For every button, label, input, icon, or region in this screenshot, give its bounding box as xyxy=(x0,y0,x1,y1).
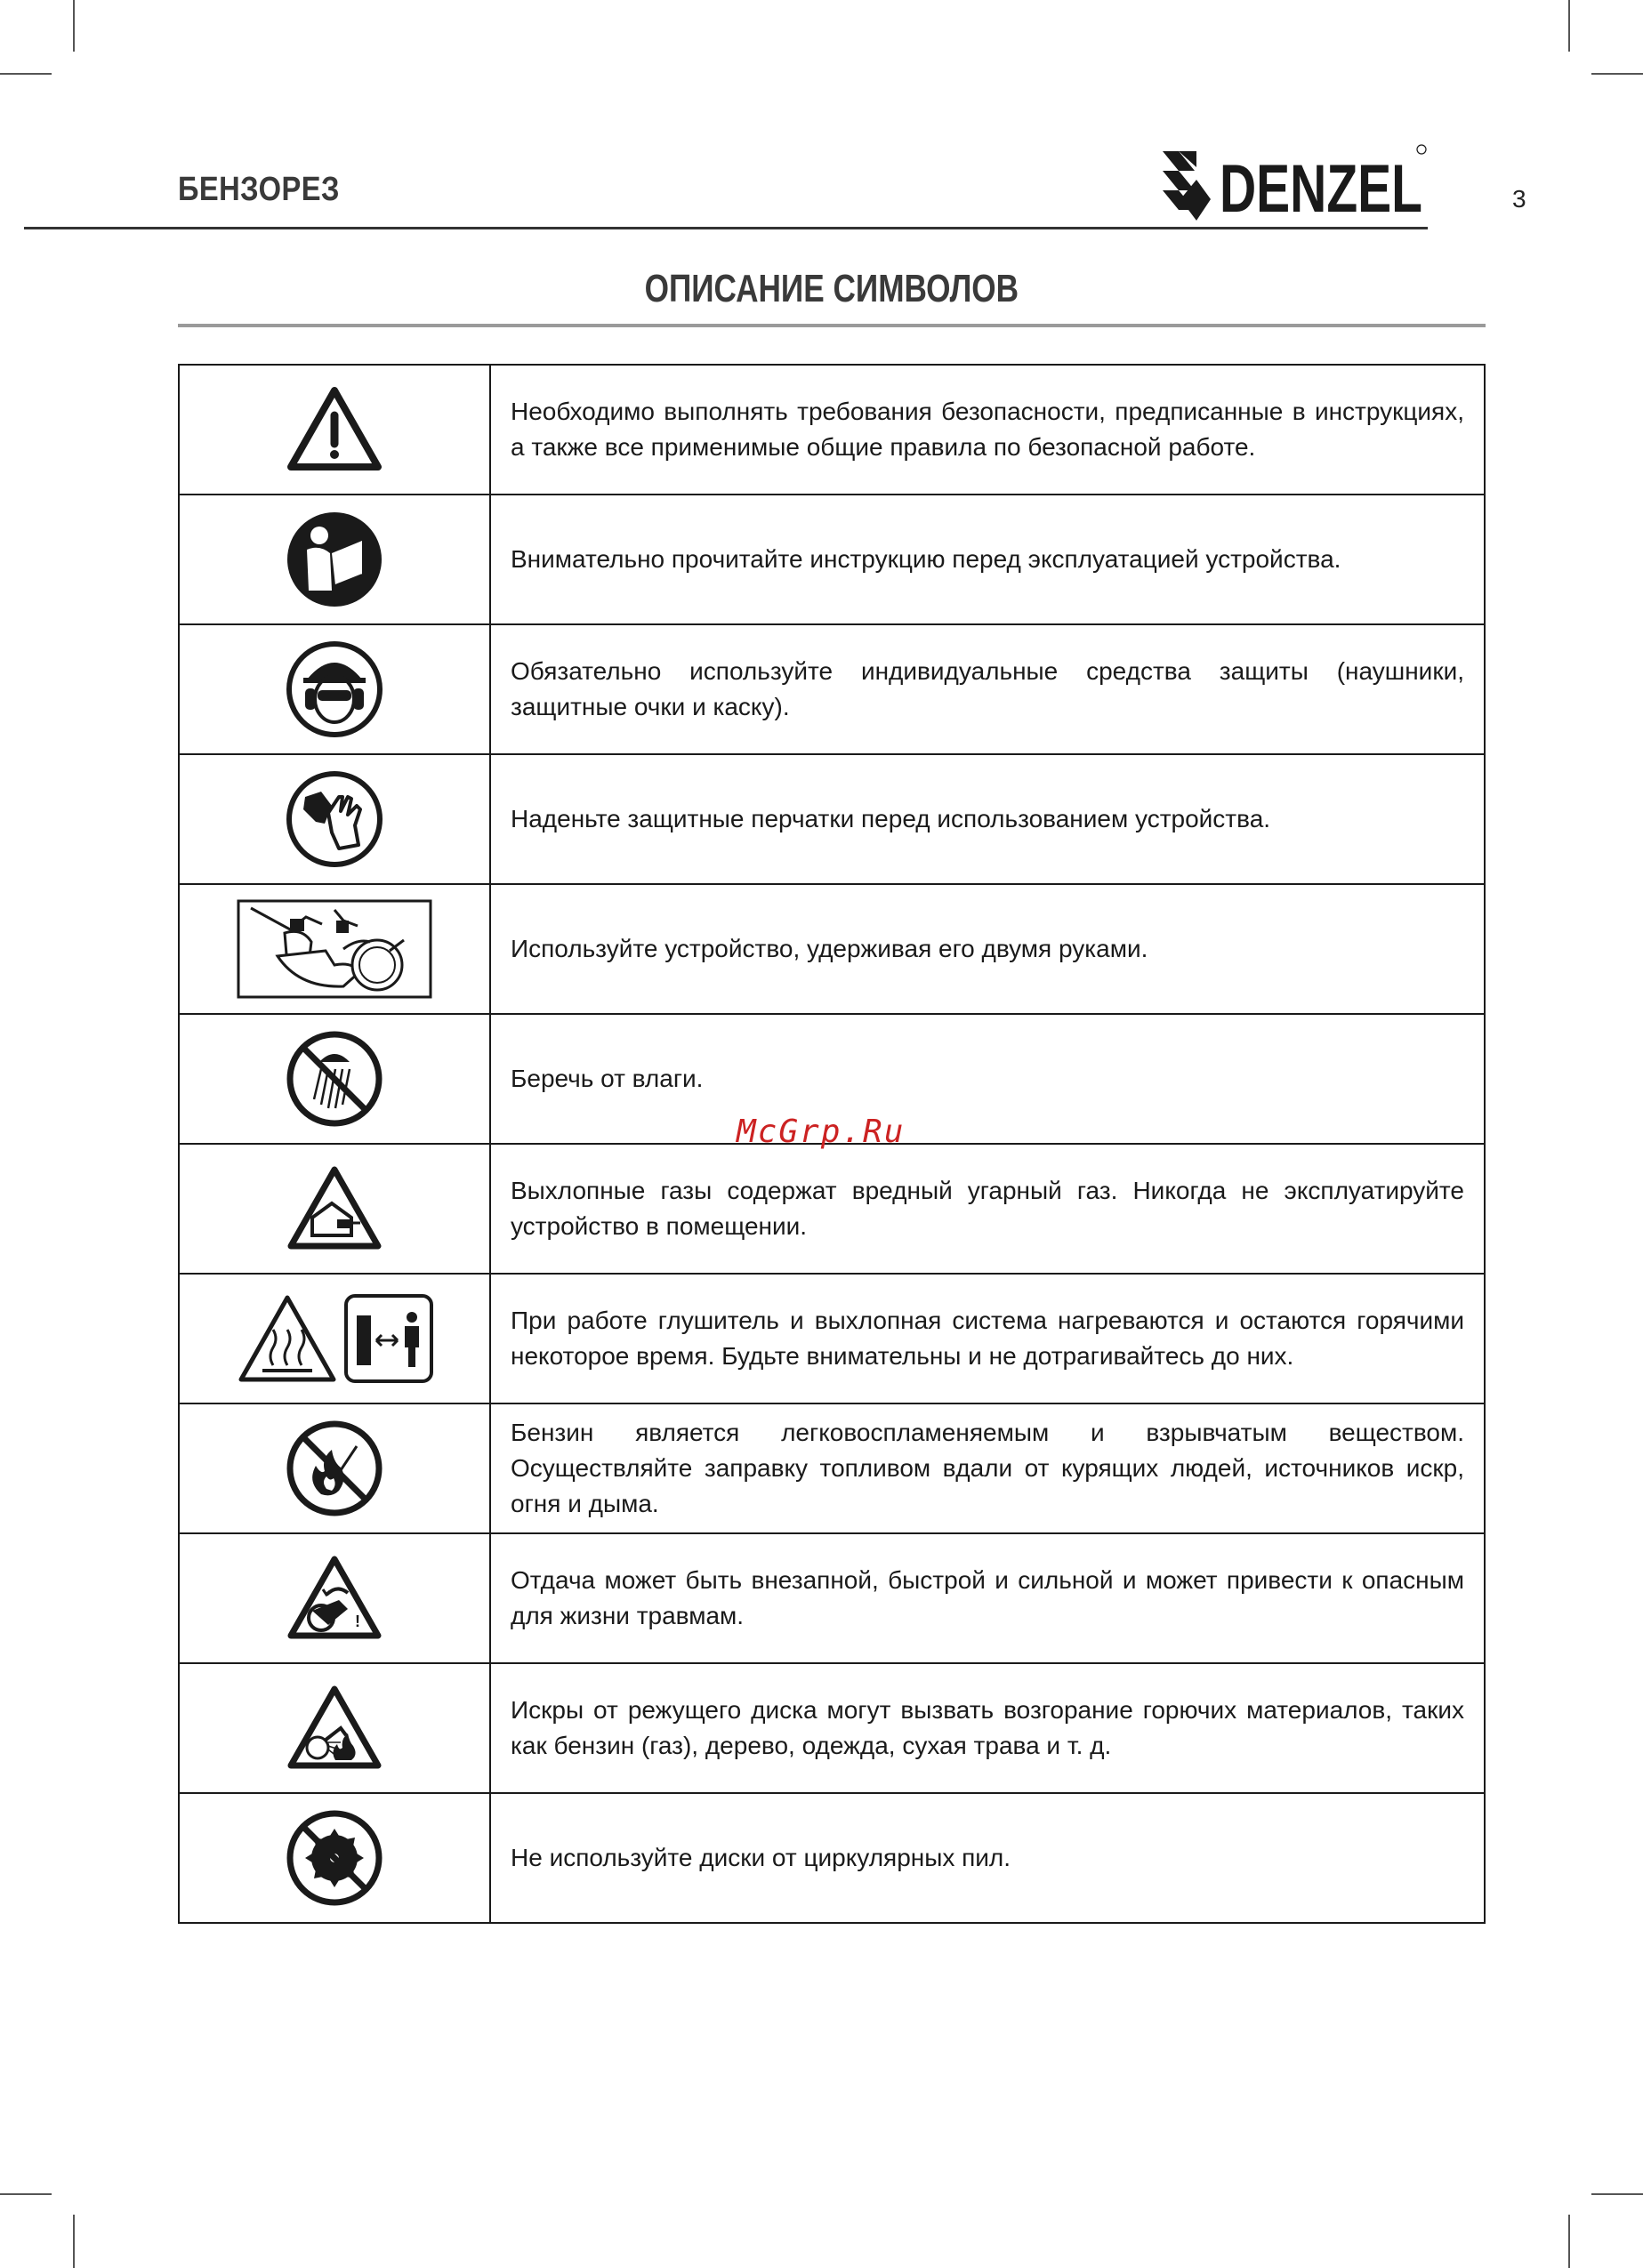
exhaust-gas-indoor-icon xyxy=(286,1164,383,1253)
denzel-logo xyxy=(1161,141,1428,226)
svg-text:!: ! xyxy=(355,1613,360,1630)
symbol-description: Выхлопные газы содержат вредный угарный газ. Никогда не эксплуатируйте устройство в помещении. xyxy=(490,1144,1485,1274)
gloves-icon xyxy=(286,770,383,868)
symbol-description: Отдача может быть внезапной, быстрой и сильной и может привести к опасным для жизни травмам. xyxy=(490,1533,1485,1663)
section-title: ОПИСАНИЕ СИМВОЛОВ xyxy=(644,267,1019,310)
icon-cell xyxy=(179,754,490,884)
two-hands-icon xyxy=(237,899,432,999)
icon-cell xyxy=(179,884,490,1014)
crop-mark xyxy=(1568,2215,1570,2268)
protective-equipment-icon xyxy=(286,640,383,738)
watermark: McGrp.Ru xyxy=(737,1114,906,1150)
crop-mark xyxy=(0,73,52,75)
crop-mark xyxy=(73,2215,75,2268)
table-row xyxy=(179,1663,1485,1793)
table-row xyxy=(179,365,1485,495)
document-title: БЕНЗОРЕЗ xyxy=(178,171,340,208)
icon-cell xyxy=(179,624,490,754)
logo-text: DENZEL xyxy=(1220,151,1422,227)
symbol-description: Необходимо выполнять требования безопасности, предписанные в инструкциях, а также все применимые общие правила по безопасной работе. xyxy=(490,365,1485,495)
table-row xyxy=(179,1144,1485,1274)
table-row xyxy=(179,884,1485,1014)
warning-triangle-icon xyxy=(286,385,383,474)
table-row xyxy=(179,754,1485,884)
table-row xyxy=(179,1403,1485,1533)
symbol-description: При работе глушитель и выхлопная система нагреваются и остаются горячими некоторое время. Будьте внимательны и не дотрагивайтесь до них. xyxy=(490,1274,1485,1403)
table-row xyxy=(179,1533,1485,1663)
header-divider xyxy=(24,227,1428,229)
table-row xyxy=(179,495,1485,624)
crop-mark xyxy=(1591,2193,1643,2195)
symbol-description: Беречь от влаги. xyxy=(490,1014,1485,1144)
symbol-description: Наденьте защитные перчатки перед использованием устройства. xyxy=(490,754,1485,884)
icon-cell xyxy=(179,1144,490,1274)
icon-cell xyxy=(179,495,490,624)
symbol-description: Используйте устройство, удерживая его двумя руками. xyxy=(490,884,1485,1014)
crop-mark xyxy=(1568,0,1570,52)
sparks-fire-icon xyxy=(286,1684,383,1773)
table-row xyxy=(179,624,1485,754)
crop-mark xyxy=(0,2193,52,2195)
section-divider xyxy=(178,324,1486,327)
icon-cell xyxy=(179,365,490,495)
read-manual-icon xyxy=(286,511,383,608)
table-row xyxy=(179,1274,1485,1403)
page-number: 3 xyxy=(1512,185,1526,213)
crop-mark xyxy=(1591,73,1643,75)
icon-cell xyxy=(179,1663,490,1793)
symbol-description: Бензин является легковоспламеняемым и взрывчатым веществом. Осуществляйте заправку топливом вдали от курящих людей, источников искр, огня и дыма. xyxy=(490,1403,1485,1533)
symbol-description: Искры от режущего диска могут вызвать возгорание горючих материалов, таких как бензин (газ), дерево, одежда, сухая трава и т. д. xyxy=(490,1663,1485,1793)
icon-cell xyxy=(179,1403,490,1533)
icon-cell xyxy=(179,1274,490,1403)
icon-cell xyxy=(179,1533,490,1663)
crop-mark xyxy=(73,0,75,52)
kickback-icon xyxy=(286,1554,383,1643)
no-circular-saw-icon xyxy=(286,1809,383,1907)
symbol-description: Обязательно используйте индивидуальные средства защиты (наушники, защитные очки и каску). xyxy=(490,624,1485,754)
no-fire-icon xyxy=(286,1420,383,1517)
icon-cell xyxy=(179,1793,490,1923)
icon-cell xyxy=(179,1014,490,1144)
symbol-description: Внимательно прочитайте инструкцию перед эксплуатацией устройства. xyxy=(490,495,1485,624)
hot-surface-icon xyxy=(234,1292,435,1385)
symbol-description: Не используйте диски от циркулярных пил. xyxy=(490,1793,1485,1923)
no-moisture-icon xyxy=(286,1030,383,1128)
table-row xyxy=(179,1793,1485,1923)
